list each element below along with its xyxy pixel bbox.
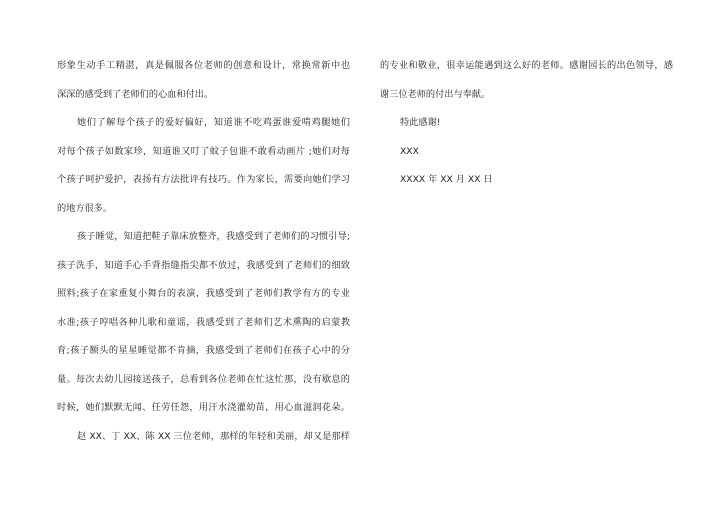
body-text-line: 谢三位老师的付出与奉献。: [380, 88, 491, 100]
body-text-line: 她们了解每个孩子的爱好偏好，知道谁不吃鸡蛋谁爱啃鸡腿她们: [77, 117, 350, 128]
body-text-line: 形象生动手工精湛，真是佩服各位老师的创意和设计，常换常新中也: [57, 60, 350, 71]
body-text-line: 的地方很多。: [57, 202, 113, 214]
body-text-line: 照料;孩子在家重复小舞台的表演，我感受到了老师们教学有方的专业: [57, 288, 350, 299]
closing-remark: 特此感谢!: [400, 117, 441, 128]
body-text-line: 赵 XX、丁 XX、陈 XX 三位老师，那样的年轻和美丽，却又是那样: [77, 430, 350, 442]
body-text-line: 对每个孩子如数家珍，知道谁又叮了蚊子包谁不敢看动画片 ;她们对每: [57, 145, 350, 157]
body-text-line: 孩子洗手，知道手心手背指缝指尖都不放过，我感受到了老师们的细致: [57, 259, 350, 271]
body-text-line: 深深的感受到了老师们的心血和付出。: [57, 88, 214, 100]
body-text-line: 时候，她们默默无闻、任劳任怨，用汗水浇灌幼苗，用心血滋润花朵。: [57, 402, 350, 413]
body-text-line: 个孩子呵护爱护，表扬有方法批评有技巧。作为家长，需要向她们学习: [57, 174, 350, 185]
body-text-line: 育;孩子额头的星星睡觉都不肯摘，我感受到了老师们在孩子心中的分: [57, 345, 350, 356]
signature-date: XXXX 年 XX 月 XX 日: [400, 174, 493, 185]
signature-name: XXX: [400, 145, 419, 157]
body-text-line: 水准;孩子哼唱各种儿歌和童谣，我感受到了老师们艺术熏陶的启蒙教: [57, 316, 350, 328]
body-text-line: 的专业和敬业，很幸运能遇到这么好的老师。感谢园长的出色领导，感: [380, 60, 673, 71]
left-column: [57, 52, 350, 451]
body-text-line: 孩子睡觉，知道把鞋子靠床放整齐，我感受到了老师们的习惯引导;: [77, 231, 350, 242]
right-column: [380, 52, 673, 195]
body-text-line: 量。每次去幼儿园接送孩子，总看到各位老师在忙这忙那，没有歇息的: [57, 373, 350, 385]
